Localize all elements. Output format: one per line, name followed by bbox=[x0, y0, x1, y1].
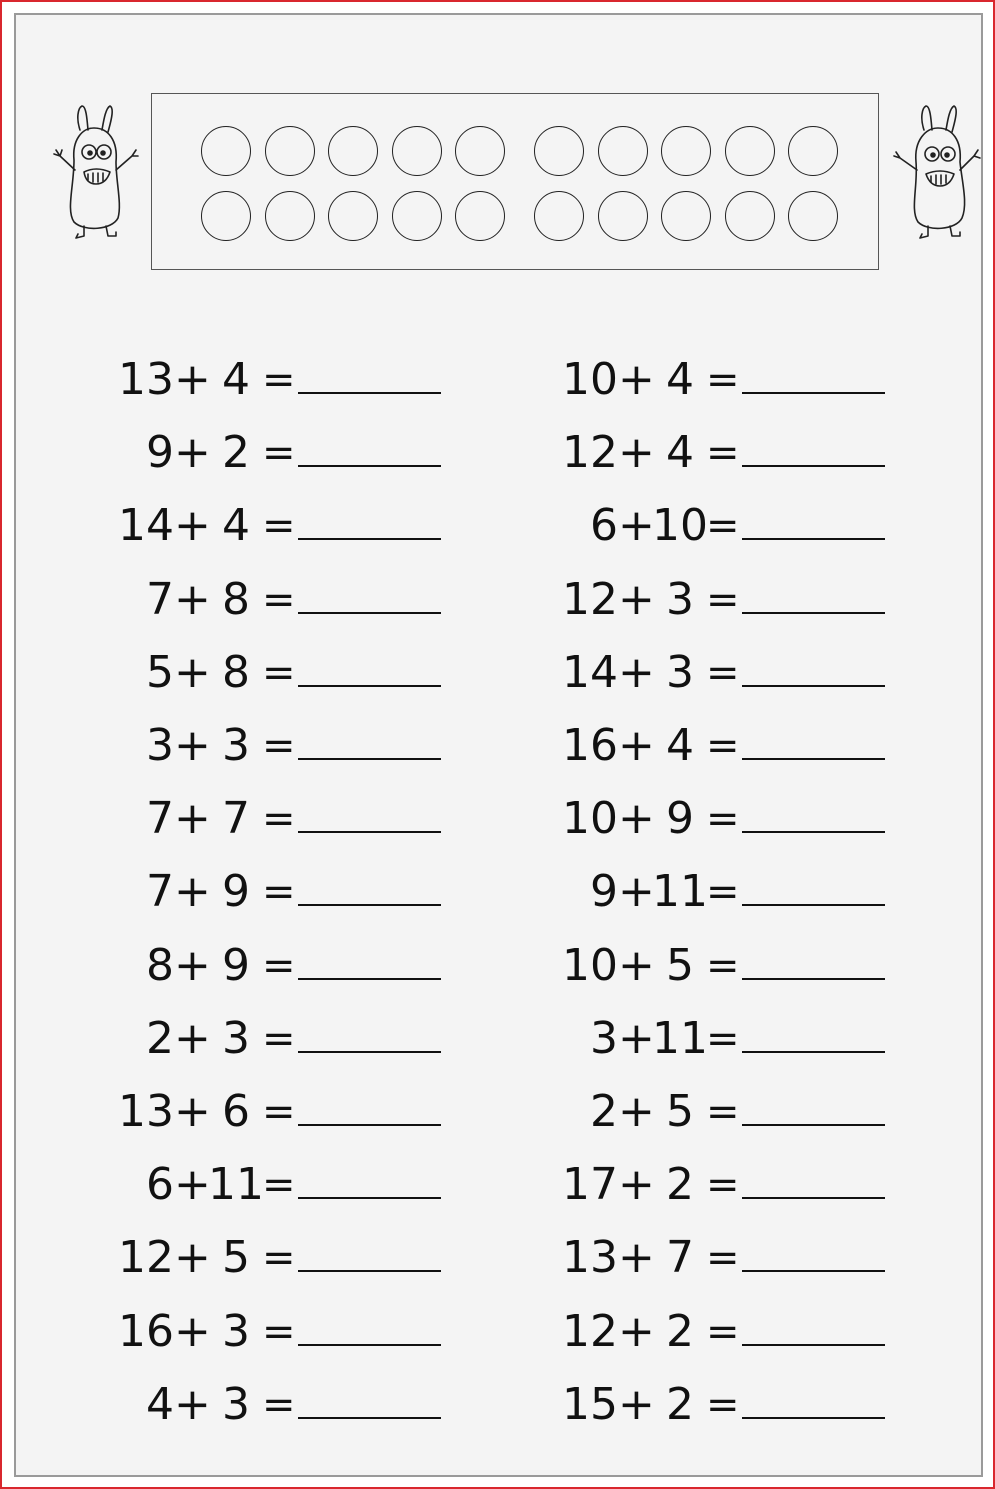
second-addend: 3 bbox=[222, 1012, 250, 1064]
equals-sign: = bbox=[262, 1162, 296, 1209]
second-addend: 7 bbox=[666, 1232, 694, 1284]
second-addend: 2 bbox=[666, 1159, 694, 1211]
first-addend: 10 bbox=[562, 793, 618, 845]
answer-blank[interactable] bbox=[742, 392, 885, 394]
answer-blank[interactable] bbox=[298, 1051, 441, 1053]
counting-circle[interactable] bbox=[455, 126, 505, 176]
addition-problem bbox=[558, 1375, 898, 1435]
plus-sign: + bbox=[618, 1159, 655, 1211]
first-addend: 14 bbox=[562, 646, 618, 698]
second-addend: 5 bbox=[666, 1086, 694, 1137]
addition-problem bbox=[558, 789, 898, 849]
first-addend: 2 bbox=[146, 1012, 174, 1064]
second-addend: 3 bbox=[666, 646, 694, 698]
equals-sign: = bbox=[262, 357, 296, 403]
plus-sign: + bbox=[174, 1232, 211, 1284]
first-addend: 5 bbox=[146, 646, 174, 698]
first-addend: 16 bbox=[118, 1305, 174, 1357]
addition-problem bbox=[114, 496, 454, 556]
second-addend: 5 bbox=[222, 1232, 250, 1284]
equals-sign: = bbox=[262, 869, 296, 916]
equals-sign: = bbox=[262, 796, 296, 843]
equals-sign: = bbox=[706, 430, 740, 477]
plus-sign: + bbox=[174, 866, 211, 918]
counting-circle[interactable] bbox=[201, 191, 251, 241]
counting-circle[interactable] bbox=[455, 191, 505, 241]
first-addend: 4 bbox=[146, 1378, 174, 1430]
plus-sign: + bbox=[618, 1305, 655, 1357]
equals-sign: = bbox=[262, 1089, 296, 1135]
equals-sign: = bbox=[706, 942, 740, 989]
plus-sign: + bbox=[618, 720, 655, 771]
first-addend: 12 bbox=[562, 1305, 618, 1357]
addition-problem bbox=[114, 350, 454, 410]
counting-circle[interactable] bbox=[265, 126, 315, 176]
addition-problem bbox=[558, 936, 898, 996]
first-addend: 12 bbox=[562, 427, 618, 479]
second-addend: 9 bbox=[222, 939, 250, 991]
addition-problem bbox=[114, 1082, 454, 1142]
worksheet bbox=[14, 13, 983, 1477]
second-addend: 4 bbox=[666, 720, 694, 771]
answer-blank[interactable] bbox=[742, 612, 885, 614]
addition-problem bbox=[558, 423, 898, 483]
equals-sign: = bbox=[706, 357, 740, 403]
counting-circle[interactable] bbox=[328, 191, 378, 241]
answer-blank[interactable] bbox=[742, 685, 885, 687]
plus-sign: + bbox=[174, 1086, 211, 1137]
equals-sign: = bbox=[262, 723, 296, 769]
addition-problem bbox=[558, 570, 898, 630]
equals-sign: = bbox=[262, 503, 296, 550]
second-addend: 3 bbox=[222, 720, 250, 771]
counter-row bbox=[201, 191, 852, 241]
equals-sign: = bbox=[262, 430, 296, 477]
answer-blank[interactable] bbox=[298, 1270, 441, 1272]
addition-problem bbox=[558, 862, 898, 922]
answer-blank[interactable] bbox=[298, 465, 441, 467]
addition-problem bbox=[114, 423, 454, 483]
addition-problem bbox=[114, 1009, 454, 1069]
answer-blank[interactable] bbox=[298, 612, 441, 614]
answer-blank[interactable] bbox=[742, 978, 885, 980]
addition-problem bbox=[114, 936, 454, 996]
addition-problem bbox=[558, 643, 898, 703]
plus-sign: + bbox=[618, 354, 655, 405]
first-addend: 13 bbox=[562, 1232, 618, 1284]
first-addend: 3 bbox=[146, 720, 174, 771]
plus-sign: + bbox=[618, 1086, 655, 1137]
equals-sign: = bbox=[706, 723, 740, 769]
second-addend: 11 bbox=[652, 866, 708, 918]
second-addend: 6 bbox=[222, 1086, 250, 1137]
equals-sign: = bbox=[262, 649, 296, 696]
addition-problem bbox=[114, 1155, 454, 1215]
first-addend: 8 bbox=[146, 939, 174, 991]
counter-frame bbox=[151, 93, 879, 270]
first-addend: 17 bbox=[562, 1159, 618, 1211]
counting-circle[interactable] bbox=[725, 191, 775, 241]
first-addend: 7 bbox=[146, 573, 174, 625]
counting-circle[interactable] bbox=[788, 126, 838, 176]
first-addend: 13 bbox=[118, 1086, 174, 1137]
answer-blank[interactable] bbox=[742, 1417, 885, 1419]
answer-blank[interactable] bbox=[742, 758, 885, 760]
second-addend: 5 bbox=[666, 939, 694, 991]
first-addend: 10 bbox=[562, 354, 618, 405]
second-addend: 2 bbox=[666, 1305, 694, 1357]
first-addend: 6 bbox=[146, 1159, 174, 1211]
answer-blank[interactable] bbox=[742, 1051, 885, 1053]
plus-sign: + bbox=[174, 1012, 211, 1064]
second-addend: 4 bbox=[666, 354, 694, 405]
plus-sign: + bbox=[174, 720, 211, 771]
counting-circle[interactable] bbox=[534, 191, 584, 241]
plus-sign: + bbox=[618, 866, 655, 918]
second-addend: 3 bbox=[666, 573, 694, 625]
answer-blank[interactable] bbox=[298, 392, 441, 394]
first-addend: 9 bbox=[146, 427, 174, 479]
addition-problem bbox=[114, 1302, 454, 1362]
addition-problem bbox=[558, 1082, 898, 1142]
plus-sign: + bbox=[618, 646, 655, 698]
addition-problem bbox=[114, 716, 454, 776]
answer-blank[interactable] bbox=[298, 1417, 441, 1419]
counting-circle[interactable] bbox=[725, 126, 775, 176]
equals-sign: = bbox=[706, 503, 740, 550]
second-addend: 10 bbox=[652, 500, 708, 552]
first-addend: 12 bbox=[562, 573, 618, 625]
plus-sign: + bbox=[174, 1378, 211, 1430]
equals-sign: = bbox=[706, 869, 740, 916]
counting-circle[interactable] bbox=[788, 191, 838, 241]
equals-sign: = bbox=[262, 576, 296, 623]
addition-problem bbox=[114, 862, 454, 922]
second-addend: 7 bbox=[222, 793, 250, 845]
plus-sign: + bbox=[174, 573, 211, 625]
equals-sign: = bbox=[706, 576, 740, 623]
first-addend: 3 bbox=[590, 1012, 618, 1064]
answer-blank[interactable] bbox=[742, 1124, 885, 1126]
second-addend: 4 bbox=[222, 500, 250, 552]
first-addend: 13 bbox=[118, 354, 174, 405]
monster-icon bbox=[44, 100, 139, 245]
counting-circle[interactable] bbox=[598, 191, 648, 241]
first-addend: 15 bbox=[562, 1378, 618, 1430]
first-addend: 7 bbox=[146, 793, 174, 845]
plus-sign: + bbox=[174, 1305, 211, 1357]
addition-problem bbox=[558, 1009, 898, 1069]
equals-sign: = bbox=[706, 1162, 740, 1209]
answer-blank[interactable] bbox=[742, 904, 885, 906]
equals-sign: = bbox=[262, 1235, 296, 1282]
answer-blank[interactable] bbox=[742, 538, 885, 540]
first-addend: 10 bbox=[562, 939, 618, 991]
plus-sign: + bbox=[174, 646, 211, 698]
counting-circle[interactable] bbox=[328, 126, 378, 176]
plus-sign: + bbox=[618, 939, 655, 991]
equals-sign: = bbox=[706, 796, 740, 843]
equals-sign: = bbox=[706, 1235, 740, 1282]
second-addend: 4 bbox=[666, 427, 694, 479]
answer-blank[interactable] bbox=[298, 1344, 441, 1346]
first-addend: 9 bbox=[590, 866, 618, 918]
plus-sign: + bbox=[618, 427, 655, 479]
plus-sign: + bbox=[618, 1378, 655, 1430]
equals-sign: = bbox=[706, 1089, 740, 1135]
answer-blank[interactable] bbox=[298, 978, 441, 980]
equals-sign: = bbox=[262, 1308, 296, 1355]
plus-sign: + bbox=[174, 793, 211, 845]
second-addend: 11 bbox=[652, 1012, 708, 1064]
equals-sign: = bbox=[706, 1015, 740, 1062]
addition-problem bbox=[558, 496, 898, 556]
addition-problem bbox=[114, 789, 454, 849]
plus-sign: + bbox=[174, 427, 211, 479]
plus-sign: + bbox=[618, 1012, 655, 1064]
counting-circle[interactable] bbox=[265, 191, 315, 241]
addition-problem bbox=[558, 1228, 898, 1288]
second-addend: 9 bbox=[666, 793, 694, 845]
second-addend: 8 bbox=[222, 646, 250, 698]
first-addend: 2 bbox=[590, 1086, 618, 1137]
equals-sign: = bbox=[706, 1308, 740, 1355]
plus-sign: + bbox=[618, 793, 655, 845]
answer-blank[interactable] bbox=[298, 831, 441, 833]
second-addend: 4 bbox=[222, 354, 250, 405]
counting-circle[interactable] bbox=[534, 126, 584, 176]
plus-sign: + bbox=[174, 354, 211, 405]
first-addend: 12 bbox=[118, 1232, 174, 1284]
addition-problem bbox=[114, 643, 454, 703]
answer-blank[interactable] bbox=[742, 831, 885, 833]
equals-sign: = bbox=[706, 649, 740, 696]
equals-sign: = bbox=[706, 1381, 740, 1428]
answer-blank[interactable] bbox=[742, 1344, 885, 1346]
addition-problem bbox=[558, 716, 898, 776]
plus-sign: + bbox=[618, 573, 655, 625]
second-addend: 2 bbox=[222, 427, 250, 479]
addition-problem bbox=[114, 570, 454, 630]
plus-sign: + bbox=[618, 1232, 655, 1284]
second-addend: 8 bbox=[222, 573, 250, 625]
counting-circle[interactable] bbox=[661, 126, 711, 176]
addition-problem bbox=[558, 1302, 898, 1362]
equals-sign: = bbox=[262, 942, 296, 989]
counter-row bbox=[201, 126, 852, 176]
addition-problem bbox=[558, 350, 898, 410]
second-addend: 3 bbox=[222, 1378, 250, 1430]
answer-blank[interactable] bbox=[298, 685, 441, 687]
second-addend: 11 bbox=[208, 1159, 264, 1211]
addition-problem bbox=[114, 1228, 454, 1288]
counting-circle[interactable] bbox=[661, 191, 711, 241]
second-addend: 3 bbox=[222, 1305, 250, 1357]
answer-blank[interactable] bbox=[298, 538, 441, 540]
plus-sign: + bbox=[174, 939, 211, 991]
plus-sign: + bbox=[174, 500, 211, 552]
answer-blank[interactable] bbox=[298, 758, 441, 760]
plus-sign: + bbox=[618, 500, 655, 552]
counting-circle[interactable] bbox=[201, 126, 251, 176]
answer-blank[interactable] bbox=[742, 1197, 885, 1199]
answer-blank[interactable] bbox=[742, 1270, 885, 1272]
answer-blank[interactable] bbox=[298, 1197, 441, 1199]
equals-sign: = bbox=[262, 1381, 296, 1428]
counting-circle[interactable] bbox=[598, 126, 648, 176]
equals-sign: = bbox=[262, 1015, 296, 1062]
second-addend: 9 bbox=[222, 866, 250, 918]
counting-circle[interactable] bbox=[392, 191, 442, 241]
first-addend: 6 bbox=[590, 500, 618, 552]
answer-blank[interactable] bbox=[298, 904, 441, 906]
answer-blank[interactable] bbox=[298, 1124, 441, 1126]
second-addend: 2 bbox=[666, 1378, 694, 1430]
counting-circle[interactable] bbox=[392, 126, 442, 176]
addition-problem bbox=[114, 1375, 454, 1435]
first-addend: 14 bbox=[118, 500, 174, 552]
first-addend: 7 bbox=[146, 866, 174, 918]
plus-sign: + bbox=[174, 1159, 211, 1211]
monster-icon bbox=[888, 100, 983, 245]
addition-problem bbox=[558, 1155, 898, 1215]
first-addend: 16 bbox=[562, 720, 618, 771]
answer-blank[interactable] bbox=[742, 465, 885, 467]
